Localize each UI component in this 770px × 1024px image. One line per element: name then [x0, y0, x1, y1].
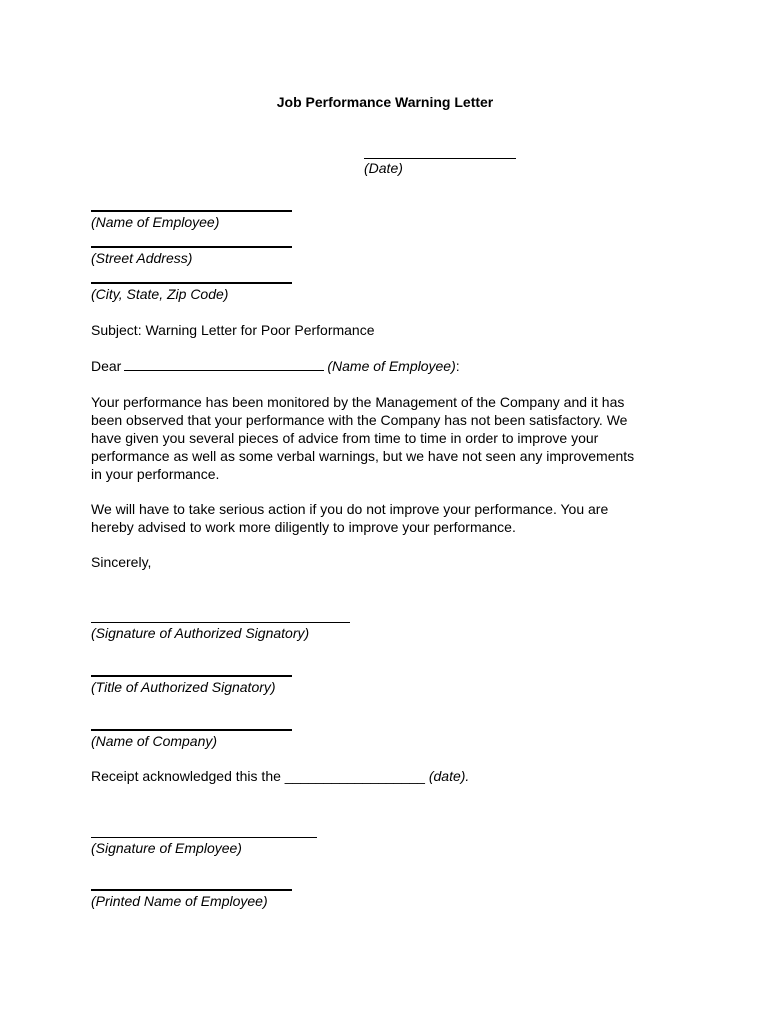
paragraph-line: in your performance. — [91, 466, 220, 482]
page-title: Job Performance Warning Letter — [276, 94, 494, 110]
closing: Sincerely, — [91, 554, 152, 570]
employee-name-line — [91, 210, 292, 212]
employee-name-label: (Name of Employee) — [91, 214, 220, 230]
date-label: (Date) — [364, 160, 403, 176]
greeting-dear: Dear — [91, 358, 122, 374]
street-address-label: (Street Address) — [91, 250, 193, 266]
authorized-signature-line — [91, 622, 350, 623]
body-paragraph-2 — [91, 500, 691, 536]
employee-signature-line — [91, 837, 317, 838]
date-line — [364, 158, 516, 159]
receipt-text: Receipt acknowledged this the — [91, 768, 281, 784]
authorized-title-label: (Title of Authorized Signatory) — [91, 679, 276, 695]
street-address-line — [91, 246, 292, 248]
paragraph-line: Your performance has been monitored by the Management of the Company and it has — [91, 394, 625, 410]
greeting-colon: : — [455, 358, 460, 374]
subject-line: Subject: Warning Letter for Poor Performance — [91, 322, 375, 338]
receipt-date-label: (date). — [428, 768, 470, 784]
greeting-name-blank — [124, 358, 324, 371]
paragraph-line: been observed that your performance with the Company has not been satisfactory. We — [91, 412, 628, 428]
city-state-zip-line — [91, 282, 292, 284]
receipt-date-blank: __________________ — [284, 768, 425, 784]
receipt-line — [91, 768, 469, 784]
paragraph-line: hereby advised to work more diligently to improve your performance. — [91, 519, 516, 535]
body-paragraph-1 — [91, 393, 691, 483]
paragraph-line: have given you several pieces of advice from time to time in order to improve your — [91, 430, 599, 446]
greeting — [91, 358, 460, 374]
employee-signature-label: (Signature of Employee) — [91, 840, 242, 856]
authorized-title-line — [91, 675, 292, 677]
company-name-label: (Name of Company) — [91, 733, 218, 749]
paragraph-line: We will have to take serious action if you do not improve your performance. You are — [91, 501, 609, 517]
employee-printed-name-label: (Printed Name of Employee) — [91, 893, 268, 909]
greeting-name-label: (Name of Employee) — [327, 358, 456, 374]
city-state-zip-label: (City, State, Zip Code) — [91, 286, 229, 302]
employee-printed-name-line — [91, 889, 292, 891]
paragraph-line: performance as well as some verbal warnings, but we have not seen any improvements — [91, 448, 635, 464]
company-name-line — [91, 729, 292, 731]
authorized-signature-label: (Signature of Authorized Signatory) — [91, 625, 310, 641]
